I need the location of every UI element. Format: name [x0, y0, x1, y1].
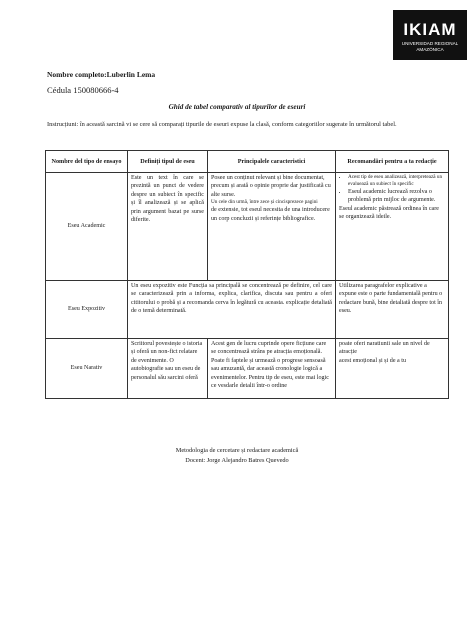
- characteristic-text: Posee un conținut relevant și bine documentat, precum și arată o opinie proprie dar justificată cu alte surse.: [211, 175, 331, 198]
- logo-word: IKIAM: [403, 20, 457, 39]
- university-logo: [393, 10, 467, 60]
- teacher-name: Docent: Jorge Alejandro Batres Quevedo: [185, 457, 289, 464]
- course-name: Metodologia de cercetare și redactare academică: [175, 447, 299, 454]
- recommendation-text: acest emoțional și și de a tu: [339, 357, 407, 364]
- header-type: Nombre del tipo de ensayo: [46, 151, 128, 173]
- essay-definition: Scriitorul povestește o istoria și oferă un non-fict relatare de evenimente. O autobiografie sau un eseu de personalul său sarcini oferă: [128, 339, 208, 399]
- essay-characteristics: [208, 173, 336, 281]
- essay-recommendations: [336, 339, 449, 399]
- recommendation-text: poate oferi naratiunii sale un nivel de atracție: [339, 341, 430, 356]
- essay-type: Eseu Academic: [46, 173, 128, 281]
- table-row: [46, 339, 449, 399]
- characteristic-text: de extensie, tot eseul necesita de una introducere un corp concluzii și referințe bibliografice.: [211, 207, 330, 222]
- essay-characteristics: Acest gen de lucru cuprinde opere ficțiune care se concentrează strâns pe atracția emoțională. Poate fi faptele și urmează o progrese sensoasă sau amuzantă, dar această cronologie logică a evenimentelor. Pentru tip de eseu, este mai logic ce vesdarle detalii într-o ordine: [208, 339, 336, 399]
- essay-type: Eseu Narativ: [46, 339, 128, 399]
- document-title: Ghid de tabel comparativ al tipurilor de eseuri: [168, 103, 306, 111]
- student-id: Cédula 150080666-4: [47, 85, 119, 95]
- header-characteristics: Principalele caracteristici: [208, 151, 336, 173]
- table-row: [46, 281, 449, 339]
- header-recommendations: Recomandări pentru a ta redacție: [336, 151, 449, 173]
- essay-recommendations: [336, 173, 449, 281]
- essay-definition: Un eseu expozitiv este Funcția sa principală se concentrează pe definire, cel care se caracterizează prin a informa, explica, clarifica, discuta sau pentru a oferi cititorului o probă și a recomanda cerva în legătură cu aceasta. explicație detaliată de o temă determinată.: [128, 281, 336, 339]
- recommendation-item: • Eseul academic lucrează rezolva o problemă prin mijloc de argumente.: [348, 188, 445, 205]
- student-name: Nombre completo:Luberlin Lema: [47, 70, 156, 79]
- logo-subtitle: UNIVERSIDAD REGIONAL AMAZÓNICA: [401, 41, 459, 52]
- recommendation-text: Eseul academic păstrează ordinea în care se organizează ideile.: [339, 205, 439, 221]
- essay-recommendations: Utilizarea paragrafelor explicative a expune este o parte fundamentală pentru o redactare bună, bine detaliată despre tot în eseu.: [336, 281, 449, 339]
- characteristic-text: Un cele din urmă, între zece și cincisprezece pagini: [211, 199, 318, 206]
- recommendation-item: • Acest tip de eseu analizează, interpretează un evaluează un subiect în specific: [348, 174, 445, 188]
- comparison-table: [45, 150, 449, 399]
- table-row: [46, 173, 449, 281]
- essay-definition: Este un text în care se prezintă un punct de vedere despre un subiect în specific și îl analizează și se aplică prin argument bazat pe surse diferite.: [128, 173, 208, 281]
- header-definition: Definiți tipul de eseu: [128, 151, 208, 173]
- instructions: Instrucțiuni: în această sarcină vi se cere să comparați tipurile de eseuri expuse la clasă, conform categoriilor sugerate în următorul tabel.: [47, 121, 397, 128]
- essay-type: Eseu Expozitiv: [46, 281, 128, 339]
- table-header-row: [46, 151, 449, 173]
